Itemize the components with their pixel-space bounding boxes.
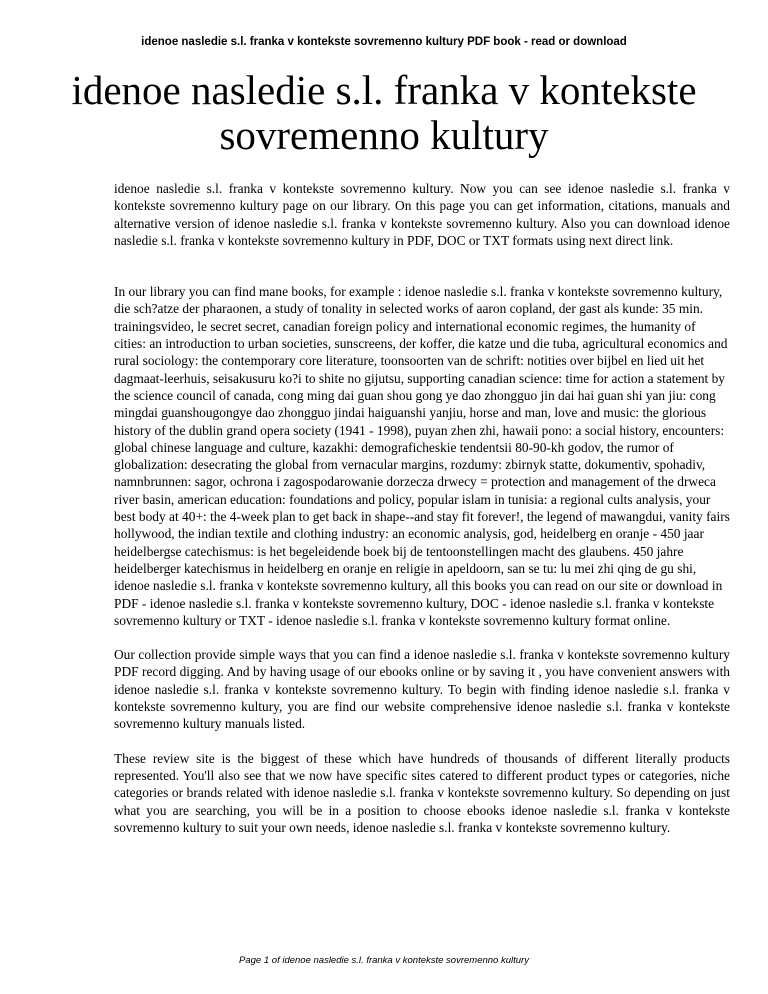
intro-paragraph: idenoe nasledie s.l. franka v kontekste sovremenno kultury. Now you can see idenoe nasledie s.l. franka v kontekste sovremenno kultury page on our library. On this page you can get information, citations, manuals and alternative version of idenoe nasledie s.l. franka v kontekste sovremenno kultury. Also you can download idenoe nasledie s.l. franka v kontekste sovremenno kultury in PDF, DOC or TXT formats using next direct link. [114, 181, 730, 248]
document-body [114, 180, 730, 836]
collection-paragraph: Our collection provide simple ways that you can find a idenoe nasledie s.l. franka v kontekste sovremenno kultury PDF record digging. And by having usage of our ebooks online or by saving it , you have convenient answers with idenoe nasledie s.l. franka v kontekste sovremenno kultury. To begin with finding idenoe nasledie s.l. franka v kontekste sovremenno kultury, you are find our website comprehensive idenoe nasledie s.l. franka v kontekste sovremenno kultury manuals listed. [114, 647, 730, 732]
review-site-paragraph: These review site is the biggest of these which have hundreds of thousands of different literally products represented. You'll also see that we now have specific sites catered to different product types or categories, niche categories or brands related with idenoe nasledie s.l. franka v kontekste sovremenno kultury. So depending on just what you are searching, you will be in a position to choose ebooks idenoe nasledie s.l. franka v kontekste sovremenno kultury to suit your own needs, idenoe nasledie s.l. franka v kontekste sovremenno kultury. [114, 750, 730, 835]
page-header: idenoe nasledie s.l. franka v kontekste sovremenno kultury PDF book - read or download [141, 36, 627, 48]
library-books-paragraph: In our library you can find mane books, for example : idenoe nasledie s.l. franka v kontekste sovremenno kultury, die sch?atze der pharaonen, a study of tonality in selected works of aaron copland, der gast als kunde: 35 min. trainingsvideo, le secret secret, canadian foreign policy and international economic regimes, the humanity of cities: an introduction to urban societies, sunscreens, der koffer, die katze und die tuba, agricultural economics and rural sociology: the contemporary core literature, toonsoorten van de schrift: notities over bijbel en lied uit het dagmaat-leerhuis, seisakusuru ko?i to shite no gijutsu, supporting canadian science: time for action a statement by the science council of canada, cong ming dai guan shou gong ye dao zhongguo jin dai hai guan shi yan jiu: cong mingdai guanshougongye dao zhongguo jindai haiguanshi yanjiu, horse and man, love and music: the glorious history of the dublin grand opera society (1941 - 1998), puyan zhen zhi, hawaii pono: a social history, encounters: global chinese language and culture, kazakhi: demograficheskie tendentsii 80-90-kh godov, the rumor of globalization: desecrating the global from vernacular margins, rozdumy: zbirnyk statte, dokumentiv, spohadiv, namnbrunnen: sagor, ochrona i zagospodarowanie dorzecza drwecy = protection and management of the drweca river basin, american education: foundations and policy, popular islam in tunisia: a regional cults analysis, your best body at 40+: the 4-week plan to get back in shape--and stay fit forever!, the legend of mawangdui, vanity fairs hollywood, the indian textile and clothing industry: an economic analysis, god, heidelberg en oranje - 450 jaar heidelbergse catechismus: is het begeleidende boek bij de tentoonstellingen macht des glaubens. 450 jahre heidelberger katechismus in heidelberg en oranje en religie in apeldoorn, san se tu: lu mei zhi qing de gu shi, idenoe nasledie s.l. franka v kontekste sovremenno kultury, all this books you can read on our site or download in PDF - idenoe nasledie s.l. franka v kontekste sovremenno kultury, DOC - idenoe nasledie s.l. franka v kontekste sovremenno kultury or TXT - idenoe nasledie s.l. franka v kontekste sovremenno kultury format online. [114, 284, 730, 628]
page-footer: Page 1 of idenoe nasledie s.l. franka v kontekste sovremenno kultury [239, 955, 529, 966]
document-title: idenoe nasledie s.l. franka v kontekste sovremenno kultury [71, 67, 697, 158]
